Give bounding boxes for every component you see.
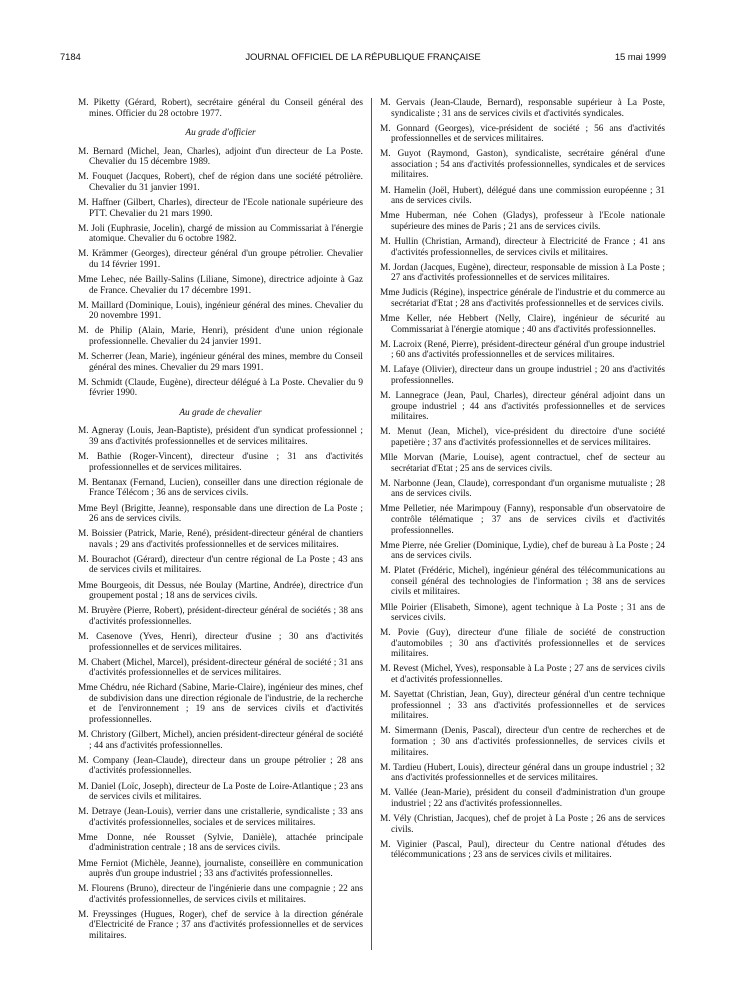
nomination-entry: M. Joli (Euphrasie, Jocelin), chargé de mission au Commissariat à l'énergie atomique. Chevalier du 6 octobre 1982. (78, 223, 363, 245)
nomination-entry: Mme Keller, née Hebbert (Nelly, Claire), ingénieur de sécurité au Commissariat à l'énergie atomique ; 40 ans d'activités professionnelles. (380, 314, 665, 335)
nomination-entry: M. Narbonne (Jean, Claude), correspondant d'un organisme mutualiste ; 28 ans de services civils. (380, 478, 665, 500)
nomination-entry: M. Chabert (Michel, Marcel), président-directeur général de société ; 31 ans d'activités professionnelles et de services militaires. (78, 657, 363, 679)
chevalier-list (78, 426, 363, 941)
nomination-entry: M. Povie (Guy), directeur d'une filiale de société de construction d'automobiles ; 30 ans d'activités professionnelles et de services militaires. (380, 628, 665, 660)
nomination-entry: Mme Pierre, née Grelier (Dominique, Lydie), chef de bureau à La Poste ; 24 ans de services civils. (380, 540, 665, 562)
nomination-entry: M. Krämmer (Georges), directeur général d'un groupe pétrolier. Chevalier du 14 février 1991. (78, 249, 363, 270)
nomination-entry: M. Tardieu (Hubert, Louis), directeur général dans un groupe industriel ; 32 ans d'activités professionnelles et de services militaires. (380, 762, 665, 784)
nomination-entry: M. Bernard (Michel, Jean, Charles), adjoint d'un directeur de La Poste. Chevalier du 15 décembre 1989. (78, 146, 363, 168)
officier-list (78, 147, 363, 399)
nomination-entry: Mlle Morvan (Marie, Louise), agent contractuel, chef de secteur au secrétariat d'Etat ; 25 ans de services civils. (380, 453, 665, 474)
left-column (78, 98, 363, 946)
nomination-entry: M. Jordan (Jacques, Eugène), directeur, responsable de mission à La Poste ; 27 ans d'activités professionnelles et de services militaires. (380, 262, 665, 284)
intro-entry: M. Piketty (Gérard, Robert), secrétaire général du Conseil général des mines. Officier du 28 octobre 1977. (78, 98, 363, 119)
nomination-entry: M. Detraye (Jean-Louis), verrier dans une cristallerie, syndicaliste ; 33 ans d'activités professionnelles, sociales et de services militaires. (78, 807, 363, 828)
nomination-entry: M. de Philip (Alain, Marie, Henri), président d'une union régionale professionnelle. Chevalier du 24 janvier 1991. (78, 326, 363, 347)
nomination-entry: Mme Huberman, née Cohen (Gladys), professeur à l'Ecole nationale supérieure des mines de Paris ; 21 ans de services civils. (380, 211, 665, 232)
nomination-entry: M. Scherrer (Jean, Marie), ingénieur général des mines, membre du Conseil général des mines. Chevalier du 29 mars 1991. (78, 352, 363, 373)
nomination-entry: M. Gervais (Jean-Claude, Bernard), responsable supérieur à La Poste, syndicaliste ; 31 ans de services civils et d'activités syndicales. (380, 98, 665, 119)
page-number: 7184 (60, 52, 81, 63)
nomination-entry: M. Sayettat (Christian, Jean, Guy), directeur général d'un centre technique professionnel ; 33 ans d'activités professionnelles et de services militaires. (380, 690, 665, 722)
nomination-entry: M. Lacroix (René, Pierre), président-directeur général d'un groupe industriel ; 60 ans d'activités professionnelles et de services militaires. (380, 339, 665, 361)
nomination-entry: M. Platet (Frédéric, Michel), ingénieur général des télécommunications au conseil général des technologies de l'information ; 38 ans de services civils et militaires. (380, 566, 665, 598)
nomination-entry: M. Boissier (Patrick, Marie, René), président-directeur général de chantiers navals ; 29 ans d'activités professionnelles et de services militaires. (78, 529, 363, 550)
nomination-entry: M. Fouquet (Jacques, Robert), chef de région dans une société pétrolière. Chevalier du 31 janvier 1991. (78, 172, 363, 193)
nomination-entry: Mme Lehec, née Bailly-Salins (Liliane, Simone), directrice adjointe à Gaz de France. Chevalier du 17 décembre 1991. (78, 275, 363, 296)
journal-title: JOURNAL OFFICIEL DE LA RÉPUBLIQUE FRANÇAISE (245, 52, 481, 63)
heading-chevalier: Au grade de chevalier (179, 407, 262, 418)
nomination-entry: M. Freyssinges (Hugues, Roger), chef de service à la direction générale d'Electricité de France ; 37 ans d'activités professionnelles et de services militaires. (78, 909, 363, 942)
nomination-entry: M. Revest (Michel, Yves), responsable à La Poste ; 27 ans de services civils et d'activités professionnelles. (380, 664, 665, 686)
nomination-entry: M. Guyot (Raymond, Gaston), syndicaliste, secrétaire général d'une association ; 54 ans d'activités professionnelles, syndicales et de services militaires. (380, 149, 665, 181)
nomination-entry: M. Flourens (Bruno), directeur de l'ingénierie dans une compagnie ; 22 ans d'activités professionnelles, de services civils et militaires. (78, 884, 363, 905)
nomination-entry: M. Hamelin (Joël, Hubert), délégué dans une commission européenne ; 31 ans de services civils. (380, 185, 665, 207)
nomination-entry: Mme Ferniot (Michèle, Jeanne), journaliste, conseillère en communication auprès d'un groupe industriel ; 33 ans d'activités professionnelles. (78, 858, 363, 880)
nomination-entry: M. Agneray (Louis, Jean-Baptiste), président d'un syndicat professionnel ; 39 ans d'activités professionnelles et de services militaires. (78, 426, 363, 448)
nomination-entry: M. Lafaye (Olivier), directeur dans un groupe industriel ; 20 ans d'activités professionnelles. (380, 365, 665, 386)
nomination-entry: M. Bruyère (Pierre, Robert), président-directeur général de sociétés ; 38 ans d'activités professionnelles. (78, 606, 363, 627)
nomination-entry: M. Daniel (Loïc, Joseph), directeur de La Poste de Loire-Atlantique ; 23 ans de services civils et militaires. (78, 781, 363, 803)
nomination-entry: Mme Bourgeois, dit Dessus, née Boulay (Martine, Andrée), directrice d'un groupement postal ; 18 ans de services civils. (78, 580, 363, 602)
nomination-entry: Mlle Poirier (Elisabeth, Simone), agent technique à La Poste ; 31 ans de services civils. (380, 602, 665, 624)
right-column (380, 98, 665, 865)
nomination-entry: M. Vély (Christian, Jacques), chef de projet à La Poste ; 26 ans de services civils. (380, 814, 665, 835)
nomination-entry: Mme Beyl (Brigitte, Jeanne), responsable dans une direction de La Poste ; 26 ans de services civils. (78, 503, 363, 525)
nomination-entry: M. Christory (Gilbert, Michel), ancien président-directeur général de société ; 44 ans d'activités professionnelles. (78, 730, 363, 751)
nomination-entry: Mme Donne, née Rousset (Sylvie, Danièle), attachée principale d'administration centrale ; 18 ans de services civils. (78, 832, 363, 854)
nomination-entry: M. Vallée (Jean-Marie), président du conseil d'administration d'un groupe industriel ; 22 ans d'activités professionnelles. (380, 788, 665, 809)
page-header (60, 52, 666, 66)
nomination-entry: M. Bathie (Roger-Vincent), directeur d'usine ; 31 ans d'activités professionnelles et de services militaires. (78, 452, 363, 473)
nomination-entry: M. Casenove (Yves, Henri), directeur d'usine ; 30 ans d'activités professionnelles et de services militaires. (78, 631, 363, 653)
nomination-entry: M. Bentanax (Fernand, Lucien), conseiller dans une direction régionale de France Télécom ; 36 ans de services civils. (78, 477, 363, 499)
nomination-entry: Mme Chédru, née Richard (Sabine, Marie-Claire), ingénieur des mines, chef de subdivision dans une direction régionale de l'industrie, de la recherche et de l'environnement ; 19 ans de services civils et d'activités professionnelles. (78, 683, 363, 725)
heading-officier: Au grade d'officier (185, 128, 256, 139)
issue-date: 15 mai 1999 (614, 52, 666, 63)
nomination-entry: M. Schmidt (Claude, Eugène), directeur délégué à La Poste. Chevalier du 9 février 1990. (78, 377, 363, 399)
nomination-entry: M. Hullin (Christian, Armand), directeur à Electricité de France ; 41 ans d'activités professionnelles, de services civils et militaires. (380, 236, 665, 258)
nomination-entry: Mme Judicis (Régine), inspectrice générale de l'industrie et du commerce au secrétariat d'Etat ; 28 ans d'activités professionnelles et de services civils. (380, 288, 665, 309)
column-divider (371, 98, 372, 950)
nomination-entry: M. Haffner (Gilbert, Charles), directeur de l'Ecole nationale supérieure des PTT. Chevalier du 21 mars 1990. (78, 198, 363, 219)
nomination-entry: M. Menut (Jean, Michel), vice-président du directoire d'une société papetière ; 37 ans d'activités professionnelles et de services militaires. (380, 427, 665, 448)
nomination-entry: M. Viginier (Pascal, Paul), directeur du Centre national d'études des télécommunications ; 23 ans de services civils et militaires. (380, 839, 665, 861)
nomination-entry: M. Company (Jean-Claude), directeur dans un groupe pétrolier ; 28 ans d'activités professionnelles. (78, 755, 363, 777)
right-list (380, 98, 665, 861)
nomination-entry: M. Maillard (Dominique, Louis), ingénieur général des mines. Chevalier du 20 novembre 1991. (78, 300, 363, 322)
nomination-entry: M. Lannegrace (Jean, Paul, Charles), directeur général adjoint dans un groupe industriel ; 44 ans d'activités professionnelles et de services militaires. (380, 391, 665, 423)
nomination-entry: M. Bourachot (Gérard), directeur d'un centre régional de La Poste ; 43 ans de services civils et militaires. (78, 554, 363, 576)
nomination-entry: Mme Pelletier, née Marimpouy (Fanny), responsable d'un observatoire de contrôle télématique ; 37 ans de services civils et d'activités professionnelles. (380, 504, 665, 536)
nomination-entry: M. Simermann (Denis, Pascal), directeur d'un centre de recherches et de formation ; 30 ans d'activités professionnelles, de services civils et militaires. (380, 726, 665, 758)
nomination-entry: M. Gonnard (Georges), vice-président de société ; 56 ans d'activités professionnelles et de services militaires. (380, 123, 665, 145)
